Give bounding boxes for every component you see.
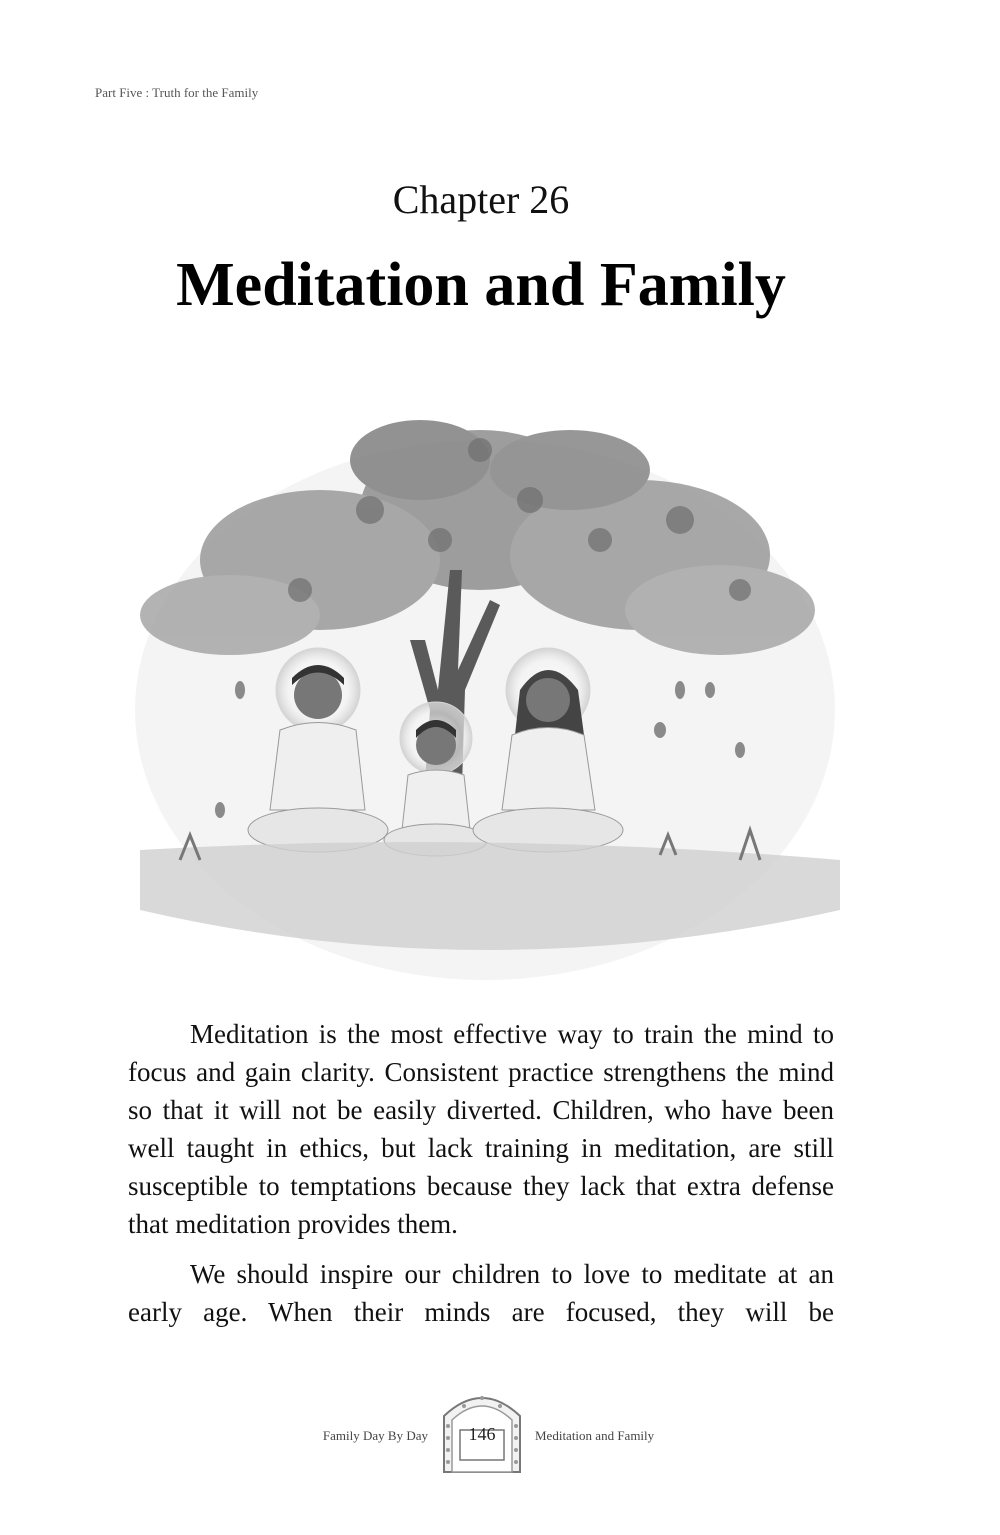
footer-book-title: Family Day By Day — [322, 1428, 428, 1443]
page-footer — [0, 1378, 1000, 1478]
chapter-label: Chapter 26 — [392, 177, 570, 222]
footer-chapter-title: Meditation and Family — [535, 1428, 655, 1443]
paragraph: We should inspire our children to love to meditate at an early age. When their minds are focused, they will be — [128, 1259, 834, 1327]
running-head: Part Five : Truth for the Family — [95, 85, 259, 100]
body-text — [128, 1015, 834, 1343]
page-number: 146 — [468, 1424, 496, 1444]
paragraph: Meditation is the most effective way to train the mind to focus and gain clarity. Consistent practice strengthens the mind so that it will not be easily diverted. Children, who have been well taught in ethics, but lack training in meditation, are still susceptible to temptations because they lack that extra defense that meditation provides them. — [128, 1019, 834, 1239]
chapter-title: Meditation and Family — [176, 251, 786, 319]
ground — [140, 842, 840, 950]
tree-meditation-illustration — [120, 390, 850, 990]
